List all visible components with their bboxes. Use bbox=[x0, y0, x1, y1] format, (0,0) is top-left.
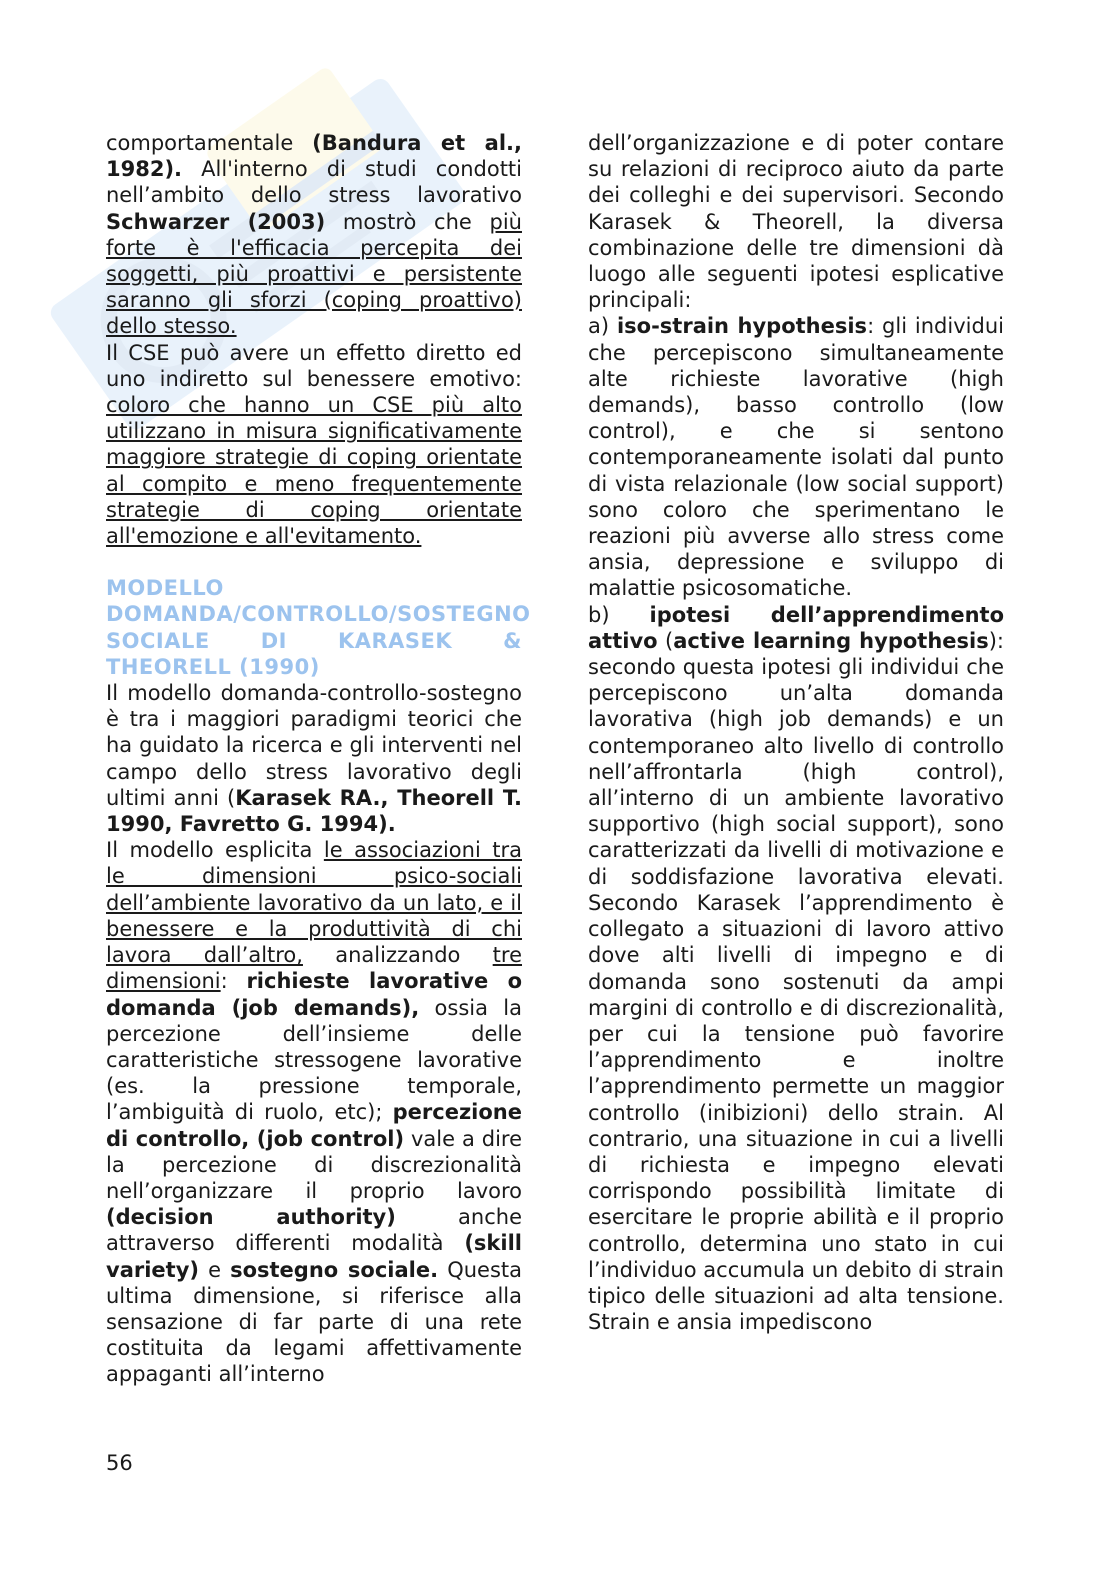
right-column bbox=[588, 130, 1004, 1335]
text-run: e bbox=[198, 1257, 231, 1282]
text-run: : bbox=[220, 969, 247, 994]
text-run: mostrò che bbox=[325, 209, 490, 234]
paragraph-active-learning bbox=[588, 602, 1004, 1336]
text-run: Questa ultima dimensione, si riferisce alla sensazione di far parte di una rete costituita da legami affettivamente appaganti all’interno bbox=[106, 1257, 523, 1387]
bold-term: percezione di controllo, (job control) bbox=[106, 1100, 522, 1151]
paragraph-combinations: dell’organizzazione e di poter contare su relazioni di reciproco aiuto da parte dei colleghi e dei supervisori. Secondo Karasek & Theorell, la diversa combinazione delle tre dimensioni dà luogo alle seguenti ipotesi esplicative principali: bbox=[588, 131, 1004, 313]
bold-term: active learning hypothesis bbox=[673, 628, 989, 653]
list-marker: b) bbox=[588, 602, 650, 627]
bold-term: ipotesi dell’apprendimento attivo bbox=[588, 602, 1005, 653]
paragraph-iso-strain bbox=[588, 313, 1004, 601]
bold-term: iso-strain hypothesis bbox=[616, 314, 868, 339]
bold-term: (skill variety) bbox=[106, 1231, 522, 1282]
underlined-text: tre dimensioni bbox=[106, 943, 522, 994]
page-number: 56 bbox=[106, 1451, 133, 1475]
underlined-text: coloro che hanno un CSE più alto utilizzano in misura significativamente maggiore strategie di coping orientate al compito e meno frequentemente strategie di coping orientate all'emozione e all'evitamento. bbox=[106, 393, 522, 549]
text-run: Il modello esplicita bbox=[106, 838, 324, 863]
bold-term: sostegno sociale. bbox=[230, 1257, 439, 1282]
text-run: : gli individui che percepiscono simultaneamente alte richieste lavorative (high demands), basso controllo (low control), e che si sentono contemporaneamente isolati dal punto di vista relazionale (low social support) sono coloro che sperimentano le reazioni più avverse allo stress come ansia, depressione e sviluppo di malattie psicosomatiche. bbox=[588, 314, 1004, 601]
paragraph-bandura bbox=[106, 130, 522, 340]
text-run: Il CSE può avere un effetto diretto ed uno indiretto sul benessere emotivo: bbox=[106, 340, 522, 391]
paragraph-cse bbox=[106, 340, 522, 550]
text-run: anche attraverso differenti modalità bbox=[106, 1205, 522, 1256]
text-run: vale a dire la percezione di discrezionalità nell’organizzare il proprio lavoro bbox=[106, 1126, 523, 1203]
bold-term: (decision authority) bbox=[106, 1205, 396, 1230]
text-run: analizzando bbox=[302, 943, 493, 968]
text-run: All'interno di studi condotti nell’ambito dello stress lavorativo bbox=[106, 157, 522, 208]
text-run: ( bbox=[657, 628, 674, 653]
bold-term: richieste lavorative o domanda (job demands), bbox=[106, 969, 522, 1020]
list-marker: a) bbox=[588, 314, 617, 339]
underlined-text: le associazioni tra le dimensioni psico-sociali dell’ambiente lavorativo da un lato, e il benessere e la produttività di chi lavora dall’altro, bbox=[106, 838, 522, 968]
citation-bandura: (Bandura et al., 1982). bbox=[106, 131, 522, 182]
paragraph-model-intro bbox=[106, 680, 522, 837]
citation-karasek: Karasek RA., Theorell T. 1990, Favretto G. 1994). bbox=[106, 785, 522, 837]
section-heading: MODELLO DOMANDA/CONTROLLO/SOSTEGNO SOCIALE DI KARASEK & THEORELL (1990) bbox=[106, 576, 531, 679]
underlined-text: più forte è l'efficacia percepita dei soggetti, più proattivi e persistente saranno gli sforzi (coping proattivo) dello stesso. bbox=[106, 209, 522, 339]
paragraph-model-dimensions bbox=[106, 837, 522, 1387]
text-run: Il modello domanda-controllo-sostegno è tra i maggiori paradigmi teorici che ha guidato la ricerca e gli interventi nel campo dello stress lavorativo degli ultimi anni ( bbox=[106, 681, 522, 810]
citation-schwarzer: Schwarzer (2003) bbox=[106, 209, 326, 234]
left-column bbox=[106, 130, 531, 1388]
text-run: ): secondo questa ipotesi gli individui che percepiscono un’alta domanda lavorativa (high job demands) e un contemporaneo alto livello di controllo nell’affrontarla (high control), all’interno di un ambiente lavorativo supportivo (high social support), sono caratterizzati da livelli di motivazione e di soddisfazione lavorativa elevati. Secondo Karasek l’apprendimento è collegato a situazioni di lavoro attivo dove alti livelli di impegno e di domanda sono sostenuti da ampi margini di controllo e di discrezionalità, per cui la tensione può favorire l’apprendimento e inoltre l’apprendimento permette un maggior controllo (inibizioni) dello strain. Al contrario, una situazione in cui a livelli di richiesta e impegno elevati corrispondo possibilità limitate di esercitare le proprie abilità e il proprio controllo, determina uno stato in cui l’individuo accumula un debito di strain tipico delle situazioni ad alta tensione. Strain e ansia impediscono bbox=[588, 628, 1004, 1335]
text-run: comportamentale bbox=[106, 131, 313, 155]
text-run: ossia la percezione dell’insieme delle caratteristiche stressogene lavorative (es. la pressione temporale, l’ambiguità di ruolo, etc); bbox=[106, 995, 522, 1125]
